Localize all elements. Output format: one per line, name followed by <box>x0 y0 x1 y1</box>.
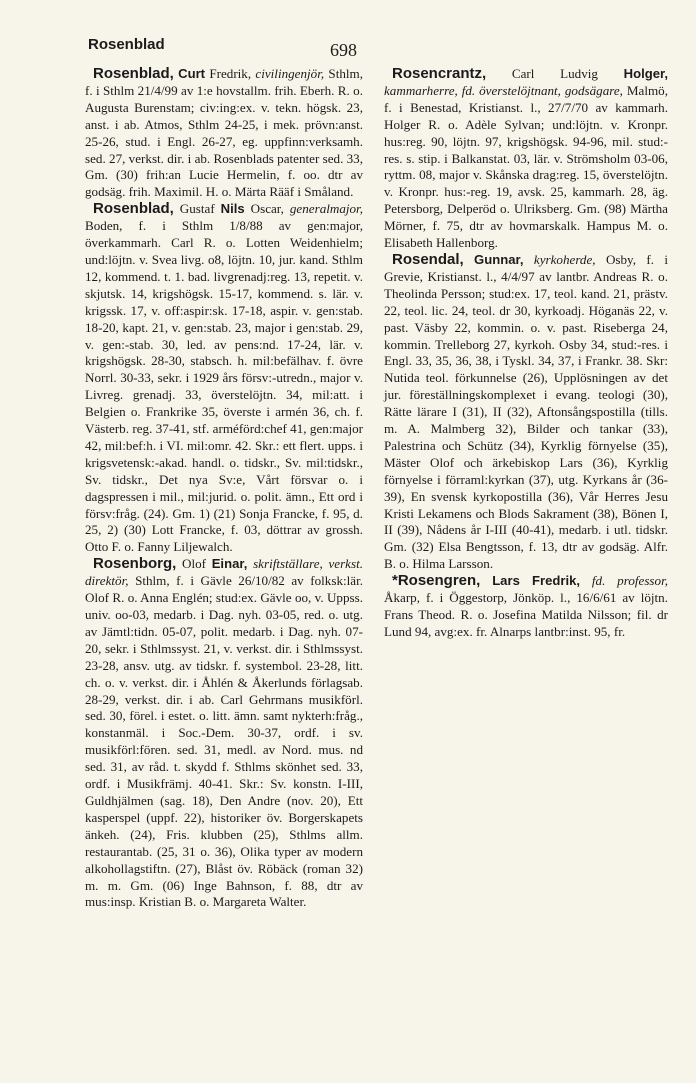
entry-surname: Rosenblad, <box>93 65 174 82</box>
entry-given-pre: Gustaf <box>173 201 221 217</box>
entry-surname: Rosendal, <box>392 250 464 268</box>
entry-surname: *Rosengren, <box>392 572 481 590</box>
entry-surname: Rosenblad, <box>93 200 174 218</box>
entry-rosencrantz-holger <box>384 66 668 252</box>
page-number: 698 <box>330 40 357 60</box>
entry-given-bold: Gunnar, <box>474 251 524 267</box>
entry-text: Sthlm, f. i Gävle 26/10/82 av folksk:lär. Olof R. o. Anna Englén; stud:ex. Gävle oo, v. Uppss. univ. oo-03, medarb. i Dag. nyh. 03-05, red. o. utg. av Jämtl:tidn. 05-07, polit. medarb. i Dag. nyh. 07-20, sekr. i Sthlmssyst. 21, v. verkst. dir. i Sthlmssyst. 23-28, ansv. utg. av tidskr. f. systembol. 23-28, litt. ch. o. v. verkst. dir. i Åhlén & Åkerlunds förlagsab. 28-29, verkst. dir. i ab. Carl Gehrmans musikförl. sed. 30, förel. i estet. o. litt. ämn. samt nykterh:fråg., konstanmäl. i Soc.-Dem. 30-37, ordf. i sv. musikförl:fören. sed. 31, medl. av Nord. mus. nd sed. 31, av råd. t. skydd f. Sthlms skönhet sed. 33, ordf. i Musikfrämj. 40-41. Skr.: Sv. konstn. I-III, Guldhjälmen (sag. 18), Den Andre (nov. 20), Ett kasperspel (uppf. 22), historiker öv. Borgerskapets änkeh. (24), Fris. klubben (25), Sthlms allm. restaurantab. (25, 31 o. 36), Olika typer av modern alkohollagstiftn. (27), Blåst öv. Röbäck (roman 32) m. m. Gm. (06) Inge Bahnson, f. 88, dtr av mus:insp. Kristian B. o. Margareta Walter. <box>85 573 363 910</box>
entry-surname: Rosencrantz, <box>392 65 487 82</box>
entry-given-rest: Oscar, <box>244 201 284 217</box>
entry-title: civilingenjör, <box>255 66 325 81</box>
entry-given-bold: Lars Fredrik, <box>492 573 581 589</box>
entry-title: kammarherre, fd. överstelöjtnant, godsägare, <box>384 82 623 98</box>
entry-given-pre: Olof <box>176 556 212 572</box>
entry-surname: Rosenborg, <box>93 555 177 573</box>
entry-given-bold: Nils <box>220 201 245 217</box>
right-column <box>384 66 668 641</box>
entry-given-pre <box>480 573 492 588</box>
entry-given-bold: Holger, <box>623 66 668 81</box>
entry-text: Malmö, f. i Benestad, Kristianst. l., 27/7/70 av kammarh. Holger R. o. Adèle Sylvan; und:löjtn. v. Kronpr. hus:reg. 90, löjtn. 97, krigshögsk. 94-96, mil. stud:-res. s. stip. i Balkanstat. 03, lär. v. Strömsholm 03-06, ryttm. 08, major v. Skånska drag:reg. 15, överstelöjtn. v. Kronpr. hus:-reg. 19, avsk. 25, kammarh. 28, äg. Petersborg, Delperöd o. Ulriksberg. Gm. (98) Märtha Mörner, f. 75, dtr av hovmarskalk. Hampus M. o. Elisabeth Hallenborg. <box>384 82 669 251</box>
entry-title: generalmajor, <box>289 201 363 217</box>
entry-rosendal-gunnar <box>384 252 668 573</box>
entry-given-rest: Fredrik, <box>205 66 252 81</box>
entry-given-bold: Einar, <box>211 556 248 572</box>
running-head: Rosenblad <box>88 36 165 53</box>
entry-given-bold: Curt <box>178 66 206 81</box>
left-column <box>85 66 363 911</box>
entry-given-pre: Carl Ludvig <box>486 66 624 81</box>
entry-rosengren-lars <box>384 573 668 641</box>
entry-title: kyrkoherde, <box>533 251 596 267</box>
entry-given-pre <box>464 252 474 267</box>
entry-title: fd. professor, <box>591 573 668 589</box>
entry-rosenblad-curt <box>85 66 363 201</box>
entry-text: Åkarp, f. i Öggestorp, Jönköp. l., 16/6/61 av löjtn. Frans Theod. R. o. Josefina Matilda Nilsson; fil. dr Lund 94, avg:ex. fr. Alnarps lantbr:inst. 95, fr. <box>384 590 668 639</box>
entry-title: skriftställare, verkst. direktör, <box>85 556 363 589</box>
entry-text: Sthlm, f. i Sthlm 21/4/99 av 1:e hovstallm. frih. Eberh. R. o. Augusta Burenstam; civ:ing:ex. v. tekn. högsk. 23, anst. i ab. Atmos, Sthlm 24-25, i mek. prövn:anst. 25-26, stud. i Engl. 26-27, eg. uppfinn:verksamh. sed. 27, verkst. dir. i ab. Rosenblads patenter sed. 33, Gm. (30) frih:an Lucie Hermelin, f. oo. dtr av godsäg. frih. Maximil. H. o. Märta Rääf i Småland. <box>85 66 363 200</box>
entry-rosenblad-nils <box>85 201 363 556</box>
entry-rosenborg-einar <box>85 556 363 911</box>
entry-text: Boden, f. i Sthlm 1/8/88 av gen:major, överkammarh. Carl R. o. Lotten Weidenhielm; und:löjtn. v. Svea livg. o8, löjtn. 10, jur. kand. Sthlm 12, kommend. t. 1. bad. livgrenadj:reg. 13, repetit. v. skjutsk. 14, krigshögsk. 15-17, kommend. s. lär. v. krigssk. 17, v. off:aspir:sk. 17-18, aspir. v. gen:stab. 18-20, kapt. 21, v. gen:stab. 23, major i gen:stab. 29, v. gen:-stab. 30, led. av pens:nd. 17-24, lär. v. krigshögsk. 28-30, stabsch. h. mil:befälhav. f. övre Norrl. 30-33, sekr. i 1929 års försv:-utredn., major v. Livreg. grenadj. 33, överstelöjtn. 34, mil:att. i Belgien o. Frankrike 35, överste i armén 36, ch. f. Västerb. reg. 37-41, stf. arméförd:chef 41, gen:major 42, mil:bef:h. i VI. mil:omr. 42. Skr.: ett flert. upps. i krigsvetensk:-akad. handl. o. tidskr., Sv. mil:tidskr., Sv. tidskr., Det nya Sv:e, Vårt försvar o. i dagspressen i mil., mil:jurid. o. polit. ämn., Ett ord i försv:fråg. (24). Gm. 1) (21) Sonja Francke, f. 95, d. 25, 2) (30) Lott Francke, f. 03, döttrar av grossh. Otto F. o. Fanny Liljewalch. <box>85 218 363 555</box>
entry-text: Osby, f. i Grevie, Kristianst. l., 4/4/97 av lantbr. Andreas R. o. Theolinda Persson; stud:ex. 17, teol. kand. 21, prästv. 22, teol. lic. 24, teol. dr 30, kyrkoadj. Höganäs 22, v. past. Väsby 22, kommin. o. v. past. Riseberga 24, kommin. Trelleborg 27, kyrkoh. Osby 34, stud:-res. i Engl. 33, 35, 36, 38, i Tyskl. 34, 37, i Frankr. 38. Skr: Nutida teol. förkunnelse (26), Upplösningen av det jur. föreställningskomplexet i evang. teologi (30), Rätte lärare I (31), II (32), Aftonsångspostilla (tills. m. A. Malmberg 32), Bilder och tankar (33), Palestrina och Schütz (34), Kyrklig förnyelse (35), Mäster Olof och ärkebiskop Lars (36), Kyrklig förnyelse i förraml:kyrkan (37), utg. Kyrkans år (36-39), En svensk kyrkopostilla (36), Vår Herres Jesu Kristi Lekamens och Blods Sakrament (38), Bönen I, II (39), Nådens år I-III (40-41), medarb. i utl. tidskr. Gm. (32) Elsa Bengtsson, f. 13, dtr av godsäg. Alfr. B. o. Hilma Larsson. <box>384 251 668 572</box>
